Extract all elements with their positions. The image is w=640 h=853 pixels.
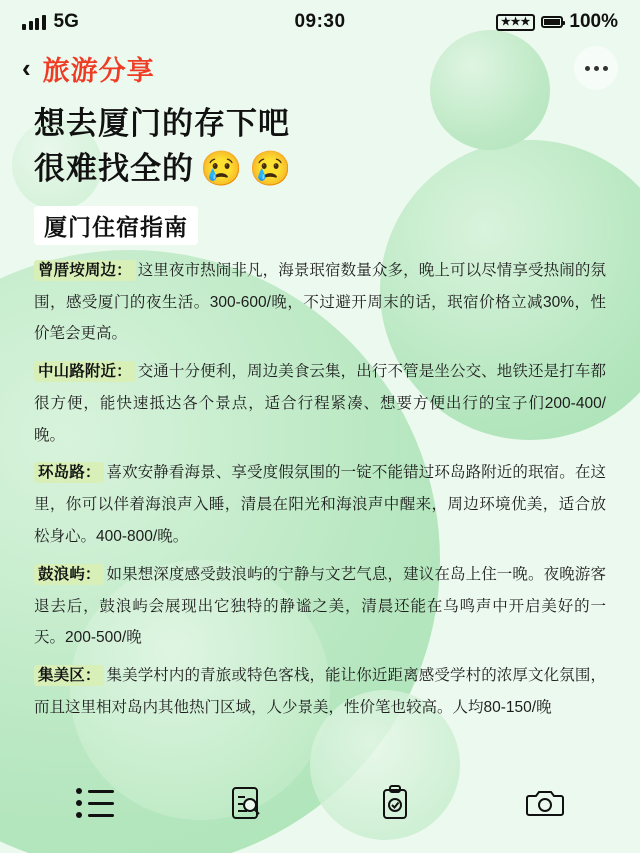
- battery-icon: [541, 16, 563, 28]
- clock-label: 09:30: [294, 11, 346, 32]
- page-title: 旅游分享: [42, 55, 155, 86]
- headline-text-2: 很难找全的: [34, 150, 194, 186]
- headline-block: [0, 92, 640, 192]
- headline-text-1: 想去厦门的存下吧: [34, 106, 290, 141]
- chevron-left-icon[interactable]: ‹: [22, 53, 31, 83]
- clipboard-check-icon[interactable]: [372, 780, 418, 826]
- headline-line-1: [34, 102, 606, 147]
- status-right: [346, 11, 618, 33]
- paragraph-tag: 环岛路：: [34, 462, 104, 483]
- paragraph-text: 交通十分便利，周边美食云集，出行不管是坐公交、地铁还是打车都很方便，能快速抵达各个景点，适合行程紧凑、想要方便出行的宝子们200-400/晚。: [34, 363, 606, 444]
- battery-percent-label: 100%: [569, 11, 619, 32]
- paragraph-tag: 鼓浪屿：: [34, 564, 104, 585]
- status-left: [22, 11, 294, 33]
- list-icon[interactable]: [72, 780, 118, 826]
- note-search-icon[interactable]: [222, 780, 268, 826]
- paragraph-tag: 曾厝垵周边：: [34, 260, 136, 281]
- paragraph-item: [34, 660, 606, 724]
- paragraph-text: 如果想深度感受鼓浪屿的宁静与文艺气息，建议在岛上住一晚。夜晚游客退去后，鼓浪屿会展现出它独特的静谧之美，清晨还能在乌鸣声中开启美好的一天。200-500/晚: [34, 565, 606, 647]
- camera-icon[interactable]: [522, 780, 568, 826]
- paragraph-item: [34, 559, 606, 654]
- paragraph-text: 集美学村内的青旅或特色客栈，能让你近距离感受学村的浓厚文化氛围，而且这里相对岛内其他热门区域，人少景美，性价笔也较高。人均80-150/晚: [34, 667, 606, 716]
- crying-face-emoji-2: 😢: [249, 150, 293, 189]
- paragraph-tag: 中山路附近：: [34, 361, 136, 382]
- more-options-button[interactable]: [574, 46, 618, 90]
- paragraph-item: [34, 255, 606, 350]
- stars-icon: ★★★: [496, 14, 536, 31]
- crying-face-emoji: 😢: [200, 150, 244, 189]
- bottom-tab-bar: [0, 767, 640, 853]
- paragraph-text: 这里夜市热闹非凡，海景珉宿数量众多，晚上可以尽情享受热闹的氛围，感受厦门的夜生活。300-600/晚，不过避开周末的话，珉宿价格立减30%，性价笔会更高。: [34, 261, 606, 343]
- paragraph-text: 喜欢安静看海景、享受度假氛围的一锭不能错过环岛路附近的珉宿。在这里，你可以伴着海浪声入睡，清晨在阳光和海浪声中醒来，周边环境优美，适合放松身心。400-800/晚。: [34, 464, 606, 545]
- navigation-bar: [0, 44, 640, 92]
- signal-strength-icon: [22, 15, 46, 30]
- headline-line-2: [34, 147, 606, 192]
- paragraph-tag: 集美区：: [34, 665, 104, 686]
- section-heading: 厦门住宿指南: [34, 206, 198, 245]
- status-bar: [0, 0, 640, 44]
- paragraph-item: [34, 356, 606, 451]
- network-type-label: 5G: [53, 11, 79, 32]
- article-content: [0, 192, 640, 724]
- paragraph-item: [34, 457, 606, 552]
